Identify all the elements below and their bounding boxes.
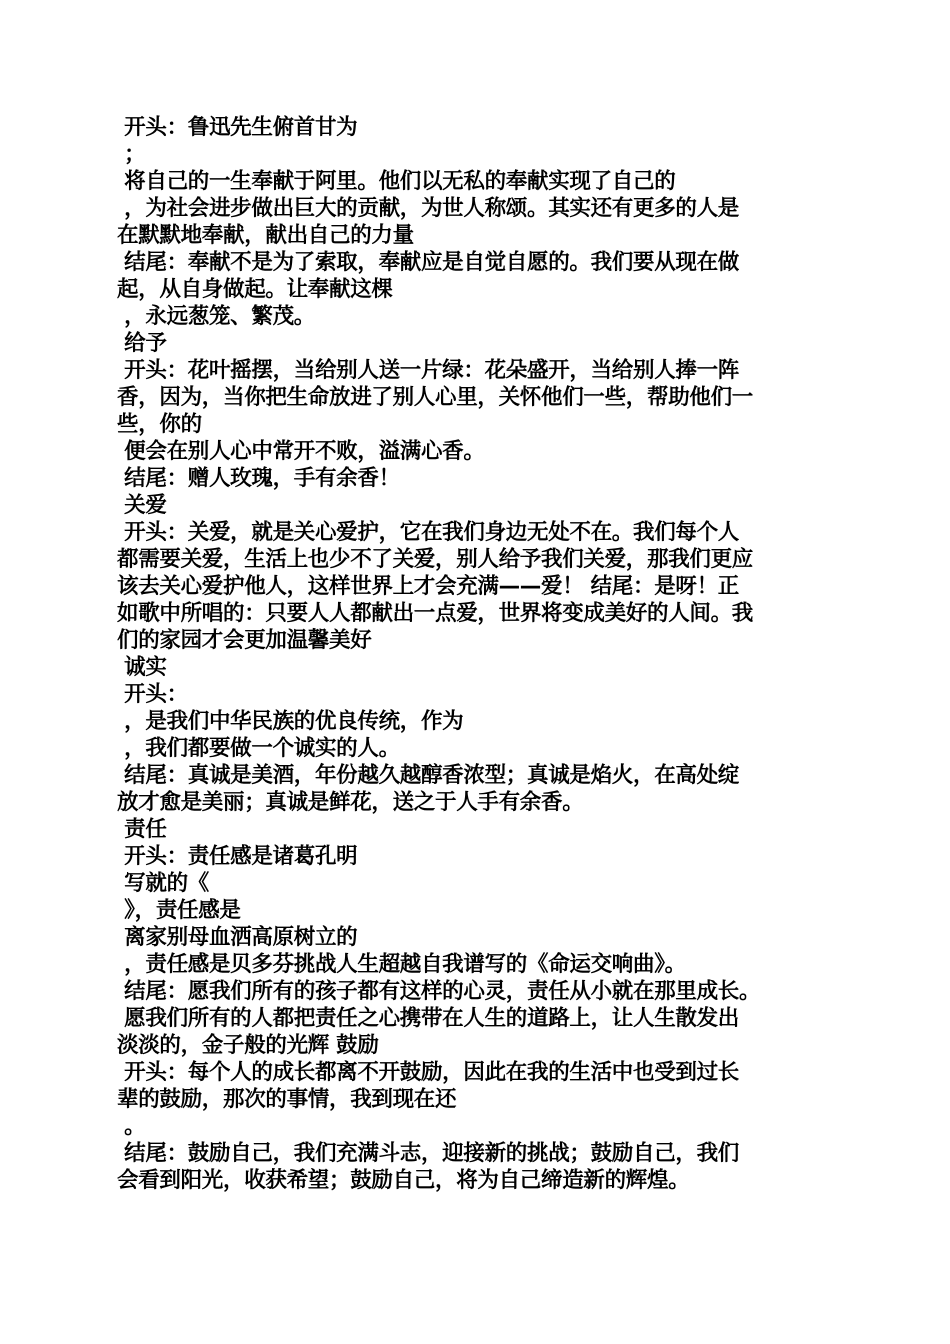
text-line: 如歌中所唱的：只要人人都献出一点爱，世界将变成美好的人间。我	[117, 601, 754, 626]
text-line: 开头：每个人的成长都离不开鼓励，因此在我的生活中也受到过长	[117, 1060, 739, 1085]
text-line: 们的家园才会更加温馨美好	[117, 628, 372, 653]
text-line: 将自己的一生奉献于阿里。他们以无私的奉献实现了自己的	[117, 169, 676, 194]
text-line: 结尾：鼓励自己，我们充满斗志，迎接新的挑战；鼓励自己，我们	[117, 1141, 739, 1166]
text-line: 结尾：赠人玫瑰，手有余香！	[117, 466, 400, 491]
text-line: 都需要关爱，生活上也少不了关爱，别人给予我们关爱，那我们更应	[117, 547, 754, 572]
text-line: 些，你的	[117, 412, 202, 437]
text-line: 。	[117, 1114, 146, 1139]
text-line: 结尾：真诚是美酒，年份越久越醇香浓型；真诚是焰火，在高处绽	[117, 763, 739, 788]
text-line: ，是我们中华民族的优良传统，作为	[117, 709, 464, 734]
text-line: 离家别母血洒高原树立的	[117, 925, 358, 950]
text-line: 辈的鼓励，那次的事情，我到现在还	[117, 1087, 457, 1112]
text-line: 放才愈是美丽；真诚是鲜花，送之于人手有余香。	[117, 790, 584, 815]
text-line: ，我们都要做一个诚实的人。	[117, 736, 400, 761]
text-line: 起，从自身做起。让奉献这棵	[117, 277, 393, 302]
text-line: 开头：鲁迅先生俯首甘为	[117, 115, 358, 140]
text-line: 开头：责任感是诸葛孔明	[117, 844, 358, 869]
text-line: 在默默地奉献，献出自己的力量	[117, 223, 414, 248]
text-line: 》，责任感是	[117, 898, 241, 923]
text-line: 结尾：愿我们所有的孩子都有这样的心灵，责任从小就在那里成长。	[117, 979, 761, 1004]
section-heading-honesty: 诚实	[117, 655, 167, 680]
section-heading-giving: 给予	[117, 331, 167, 356]
text-line: 写就的《	[117, 871, 209, 896]
text-line: 会看到阳光，收获希望；鼓励自己，将为自己缔造新的辉煌。	[117, 1168, 690, 1193]
text-line: 结尾：奉献不是为了索取，奉献应是自觉自愿的。我们要从现在做	[117, 250, 739, 275]
text-line: ，永远葱笼、繁茂。	[117, 304, 315, 329]
section-heading-responsibility: 责任	[117, 817, 167, 842]
text-line: ；	[117, 142, 146, 167]
text-line: 开头：	[117, 682, 188, 707]
text-line: ，为社会进步做出巨大的贡献，为世人称颂。其实还有更多的人是	[117, 196, 739, 221]
text-line: 开头：花叶摇摆，当给别人送一片绿：花朵盛开，当给别人捧一阵	[117, 358, 739, 383]
text-line: 淡淡的，金子般的光辉 鼓励	[117, 1033, 379, 1058]
text-line: ，责任感是贝多芬挑战人生超越自我谱写的《命运交响曲》。	[117, 952, 686, 977]
text-line: 便会在别人心中常开不败，溢满心香。	[117, 439, 485, 464]
section-heading-care: 关爱	[117, 493, 167, 518]
document-body	[117, 114, 837, 1194]
text-line: 愿我们所有的人都把责任之心携带在人生的道路上，让人生散发出	[117, 1006, 739, 1031]
text-line: 开头：关爱，就是关心爱护，它在我们身边无处不在。我们每个人	[117, 520, 739, 545]
text-line: 香，因为，当你把生命放进了别人心里，关怀他们一些，帮助他们一	[117, 385, 754, 410]
text-line: 该去关心爱护他人，这样世界上才会充满——爱！ 结尾：是呀！正	[117, 574, 739, 599]
